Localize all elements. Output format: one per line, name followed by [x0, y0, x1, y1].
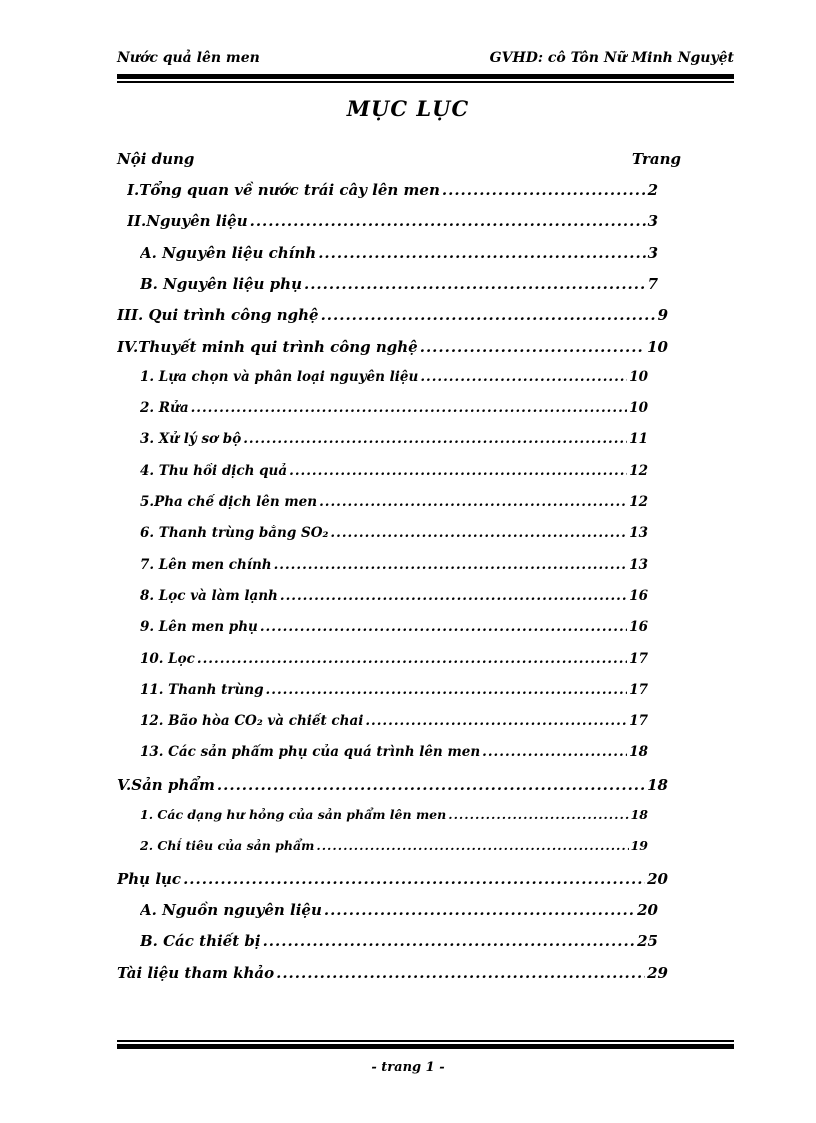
toc-entry[interactable]	[140, 682, 648, 698]
toc-entry[interactable]	[140, 619, 648, 635]
toc-dot-leader	[318, 244, 645, 262]
toc-entry-page: 29	[647, 963, 668, 982]
toc-header-content: Nội dung	[117, 150, 195, 168]
toc-entry-label: 11. Thanh trùng	[140, 681, 264, 698]
toc-entry-label: II.Nguyên liệu	[127, 212, 248, 231]
toc-dot-leader	[217, 776, 645, 794]
toc-entry-page: 16	[629, 587, 648, 604]
toc-entry[interactable]	[117, 776, 668, 794]
toc-entry[interactable]	[117, 338, 668, 356]
toc-entry[interactable]	[140, 838, 648, 853]
toc-entry-page: 20	[637, 900, 658, 919]
toc-entry[interactable]	[140, 369, 648, 385]
toc-dot-leader	[304, 275, 646, 293]
toc-dot-leader	[316, 838, 628, 853]
toc-entry-page: 19	[630, 838, 648, 854]
toc-entry[interactable]	[140, 557, 648, 573]
toc-entry-label: I.Tổng quan về nước trái cây lên men	[127, 181, 440, 199]
toc-entry-label: 5.Pha chế dịch lên men	[140, 494, 318, 510]
toc-header	[117, 150, 681, 168]
toc-dot-leader	[276, 964, 645, 982]
toc-entry[interactable]	[117, 306, 668, 324]
toc-entry-label: III. Qui trình công nghệ	[117, 306, 319, 325]
toc-entry-page: 20	[647, 869, 668, 888]
toc-dot-leader	[330, 525, 627, 541]
toc-entry-page: 10	[629, 400, 648, 417]
toc-dot-leader	[280, 588, 627, 604]
toc-entry-label: 9. Lên men phụ	[140, 619, 258, 636]
toc-entry-label: Tài liệu tham khảo	[117, 963, 275, 982]
toc-entry[interactable]	[140, 494, 648, 510]
toc-dot-leader	[420, 338, 645, 356]
page-footer: - trang 1 -	[371, 1060, 445, 1075]
toc-entry-page: 10	[647, 337, 668, 356]
toc-entry-page: 3	[647, 212, 658, 231]
toc-entry-label: 7. Lên men chính	[140, 556, 272, 573]
toc-entry-label: B. Nguyên liệu phụ	[140, 274, 302, 293]
toc-entry[interactable]	[117, 870, 668, 888]
toc-entry-label: 12. Bão hòa CO₂ và chiết chai	[140, 713, 364, 730]
toc-entry[interactable]	[140, 807, 648, 822]
toc-entry-page: 7	[647, 274, 658, 293]
toc-entry[interactable]	[140, 588, 648, 604]
page-header	[117, 50, 734, 66]
toc-entry-label: 6. Thanh trùng bằng SO₂	[140, 525, 329, 542]
toc-entry-label: 13. Các sản phẩm phụ của quá trình lên men	[140, 744, 481, 761]
toc-entry-page: 11	[629, 431, 648, 448]
toc-entry-page: 12	[629, 494, 648, 510]
toc-entry[interactable]	[140, 431, 648, 447]
footer-rule	[117, 1040, 734, 1049]
toc-entry-page: 3	[647, 243, 658, 262]
toc-entry-page: 18	[629, 744, 648, 761]
header-doc-title: Nước quả lên men	[117, 50, 260, 66]
toc-dot-leader	[324, 901, 635, 919]
toc-entry-page: 18	[647, 775, 668, 794]
toc-entry-label: 8. Lọc và làm lạnh	[140, 587, 278, 604]
toc-entry-label: 10. Lọc	[140, 650, 195, 667]
toc-entry[interactable]	[140, 400, 648, 416]
toc-dot-leader	[448, 807, 628, 822]
toc-entry[interactable]	[117, 964, 668, 982]
toc-dot-leader	[263, 932, 636, 950]
toc-dot-leader	[274, 557, 628, 573]
toc-entry-page: 17	[629, 681, 648, 698]
toc-entry[interactable]	[140, 713, 648, 729]
toc-entry[interactable]	[140, 244, 658, 262]
toc-dot-leader	[250, 212, 646, 230]
toc-entry[interactable]	[140, 932, 658, 950]
toc-entry-page: 17	[629, 713, 648, 730]
toc-entry-label: A. Nguồn nguyên liệu	[140, 900, 322, 919]
toc-dot-leader	[319, 494, 627, 510]
toc-entry-page: 13	[629, 556, 648, 573]
toc-dot-leader	[260, 619, 627, 635]
toc-entry[interactable]	[127, 181, 658, 199]
toc-entry[interactable]	[140, 651, 648, 667]
toc-dot-leader	[420, 369, 627, 385]
toc-header-page: Trang	[631, 150, 681, 168]
toc-entry-label: V.Sản phẩm	[117, 775, 215, 794]
toc-entry-page: 17	[629, 650, 648, 667]
toc-dot-leader	[289, 463, 627, 479]
header-advisor: GVHD: cô Tôn Nữ Minh Nguyệt	[489, 50, 734, 66]
toc-entry-page: 9	[657, 306, 668, 325]
toc-dot-leader	[191, 400, 628, 416]
toc-entry-page: 12	[629, 462, 648, 479]
toc-entry-label: IV.Thuyết minh qui trình công nghệ	[117, 337, 418, 356]
toc-entry-label: Phụ lục	[117, 869, 182, 888]
toc-entry-page: 2	[647, 181, 658, 199]
toc-dot-leader	[442, 181, 646, 199]
toc-dot-leader	[482, 744, 627, 760]
toc-entry-page: 25	[637, 932, 658, 951]
toc-entry[interactable]	[140, 744, 648, 760]
toc-entry[interactable]	[127, 212, 658, 230]
toc-entry-label: B. Các thiết bị	[140, 932, 261, 951]
page-title: MỤC LỤC	[346, 96, 470, 121]
toc-entry-label: 1. Lựa chọn và phân loại nguyên liệu	[140, 368, 419, 385]
toc-entry-page: 18	[630, 807, 648, 822]
toc-entry-label: 2. Chỉ tiêu của sản phẩm	[140, 838, 315, 854]
toc-dot-leader	[183, 870, 645, 888]
toc-dot-leader	[243, 431, 627, 447]
toc-entry-page: 16	[629, 619, 648, 636]
toc-entry-label: A. Nguyên liệu chính	[140, 243, 317, 262]
toc-entry-label: 2. Rửa	[140, 400, 189, 417]
toc-dot-leader	[266, 682, 628, 698]
toc-entry[interactable]	[140, 901, 658, 919]
toc-entry-label: 3. Xử lý sơ bộ	[140, 431, 242, 448]
toc-entry-label: 4. Thu hồi dịch quả	[140, 462, 288, 479]
toc-entry[interactable]	[140, 525, 648, 541]
header-rule	[117, 74, 734, 83]
toc-entry-label: 1. Các dạng hư hỏng của sản phẩm lên men	[140, 807, 447, 822]
toc-dot-leader	[321, 306, 656, 324]
toc-entry[interactable]	[140, 463, 648, 479]
toc-dot-leader	[365, 713, 627, 729]
toc-entry[interactable]	[140, 275, 658, 293]
toc-dot-leader	[197, 651, 627, 667]
toc-entry-page: 13	[629, 525, 648, 542]
toc-entry-page: 10	[629, 368, 648, 385]
